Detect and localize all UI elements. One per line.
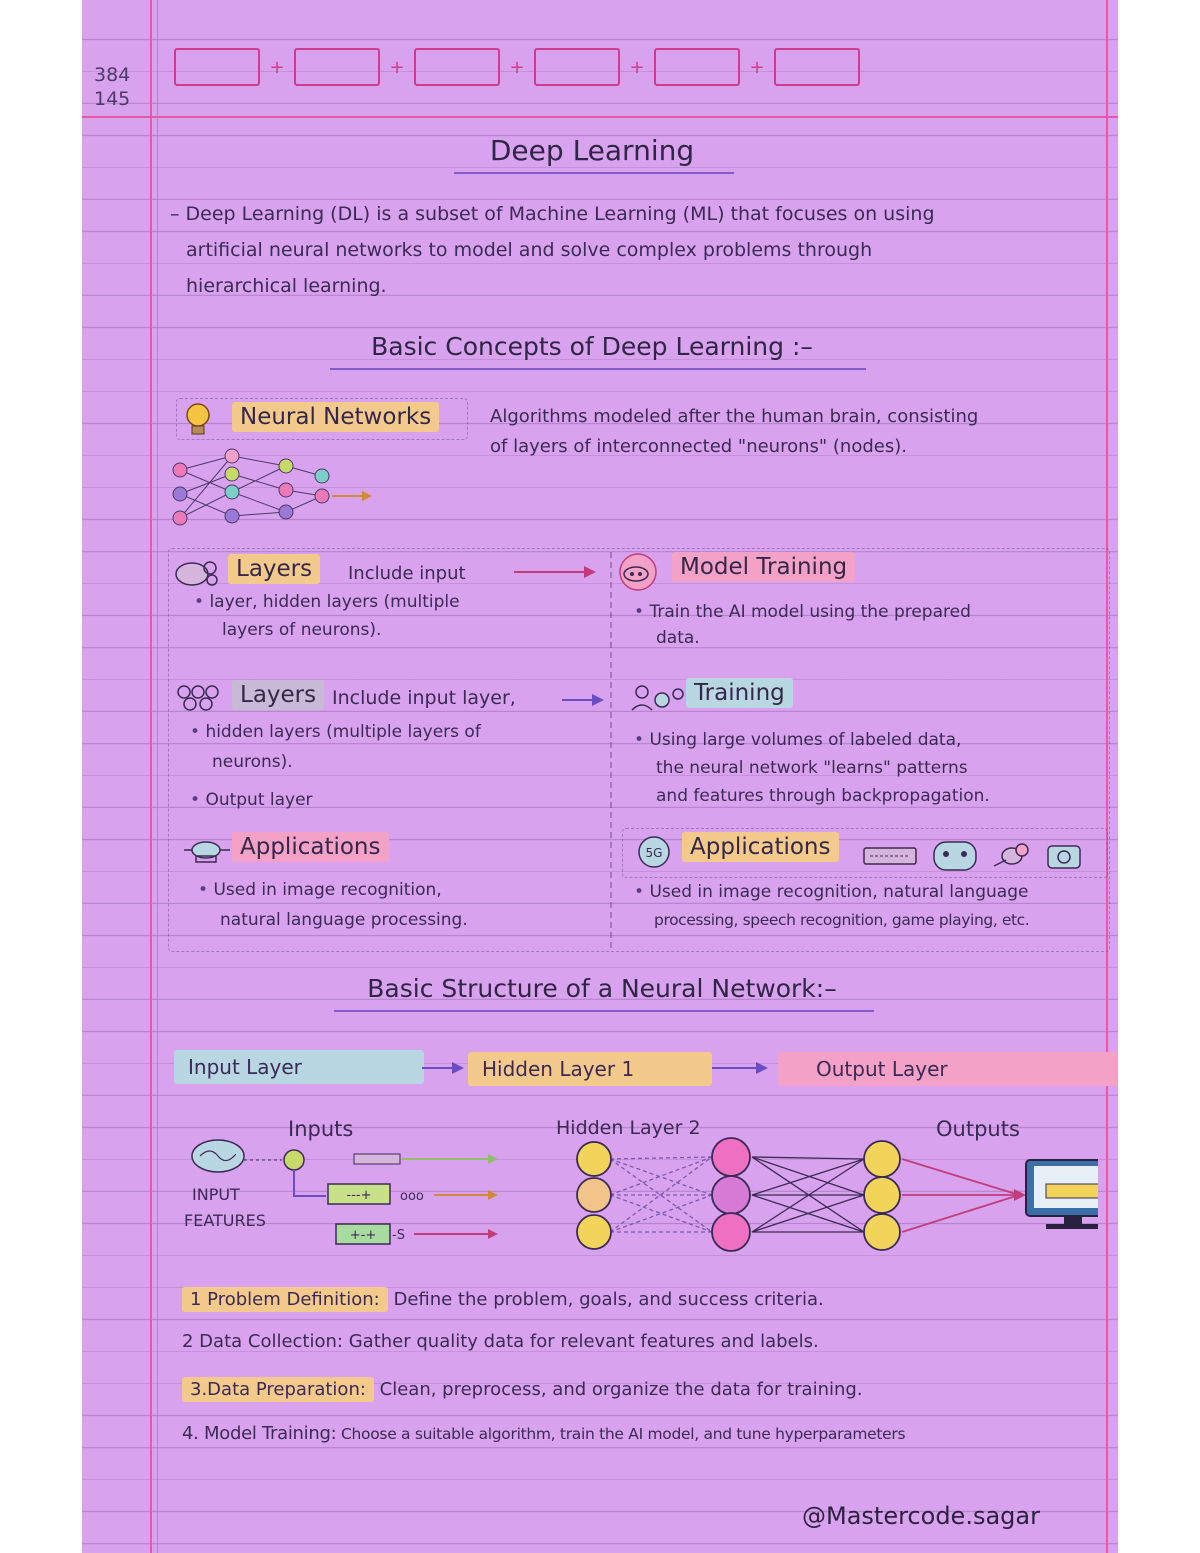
model-training-bullet-line-2: data. (656, 628, 700, 648)
step-3-label: 3.Data Preparation: (182, 1377, 374, 1402)
gamepad-icon (934, 842, 976, 870)
robot-icon (180, 836, 234, 866)
intro-line-1: – Deep Learning (DL) is a subset of Machine Learning (ML) that focuses on using (170, 203, 935, 225)
layers-bullet-1-line-2: layers of neurons). (222, 620, 382, 640)
input-feature-node (284, 1150, 304, 1170)
input-chip-bottom-mark: -S (392, 1228, 405, 1243)
margin-line-left (150, 0, 152, 1553)
applications-right-line-2: processing, speech recognition, game playing, etc. (654, 911, 1030, 929)
neural-network-graphic (166, 446, 376, 532)
layers-inline-1: Include input (348, 563, 466, 584)
input-chip-top (354, 1154, 400, 1164)
robot-head-icon (608, 552, 670, 592)
camera-icon (1048, 846, 1080, 868)
arrow-right-icon (420, 1058, 466, 1078)
hidden-node (712, 1213, 750, 1251)
training-bullet-line-3: and features through backpropagation. (656, 786, 990, 806)
brain-icon (192, 1140, 244, 1172)
layers-label-1: Layers (228, 554, 320, 584)
neural-networks-label: Neural Networks (232, 402, 439, 432)
applications-left-line-2: natural language processing. (220, 910, 468, 930)
step-2-text: Gather quality data for relevant features and labels. (348, 1331, 819, 1352)
application-icons (862, 838, 1098, 874)
concepts-grid-divider (610, 552, 612, 948)
notebook-page (82, 0, 1118, 1553)
layers-inline-2: Include input layer, (332, 687, 516, 709)
step-1-label: 1 Problem Definition: (182, 1287, 388, 1312)
brain-gears-icon (172, 556, 222, 588)
plus-icon: + (509, 56, 525, 78)
flow-hidden-layer-1: Hidden Layer 1 (468, 1052, 712, 1086)
step-2-label: 2 Data Collection: (182, 1331, 343, 1352)
flow-input-layer: Input Layer (174, 1050, 424, 1084)
plus-icon: + (389, 56, 405, 78)
hidden-node (712, 1176, 750, 1214)
title-underline (454, 172, 734, 174)
applications-label-left: Applications (232, 832, 389, 862)
step-2 (182, 1324, 1102, 1360)
plus-icon: + (749, 56, 765, 78)
plus-icon: + (269, 56, 285, 78)
intro-line-2: artificial neural networks to model and solve complex problems through (186, 239, 873, 261)
layers-label-2: Layers (232, 680, 324, 710)
people-icon (628, 682, 688, 712)
header-box (294, 48, 380, 86)
monitor-icon (1026, 1160, 1098, 1229)
training-label: Training (686, 678, 793, 708)
layers-bullet-2-line-1: • hidden layers (multiple layers of (190, 718, 600, 746)
header-box (414, 48, 500, 86)
gears-icon (174, 682, 226, 712)
page-title: Deep Learning (489, 134, 695, 167)
applications-right-line-1: • Used in image recognition, natural language (634, 878, 1104, 906)
layers-bullet-1-line-1: • layer, hidden layers (multiple (194, 588, 594, 616)
page-number-top: 384 (94, 64, 131, 86)
section-heading-underline-2 (334, 1010, 874, 1012)
header-box (174, 48, 260, 86)
diagram-outputs-label: Outputs (936, 1117, 1020, 1141)
step-3 (182, 1372, 1102, 1408)
microphone-icon (994, 844, 1028, 866)
model-training-label: Model Training (672, 552, 855, 582)
layers-bullet-2-line-2: neurons). (212, 752, 293, 772)
arrow-right-icon (710, 1058, 770, 1078)
layers-bullet-2-output: • Output layer (190, 786, 600, 814)
section-heading-structure: Basic Structure of a Neural Network:– (367, 974, 837, 1003)
header-box (534, 48, 620, 86)
step-1 (182, 1282, 1102, 1318)
neural-networks-desc-1: Algorithms modeled after the human brain, consisting (490, 406, 979, 427)
neural-network-diagram (178, 1104, 1098, 1264)
input-chip-middle-text: ---+ (346, 1188, 372, 1203)
arrow-right-icon (560, 690, 606, 710)
page-number-bottom: 145 (94, 88, 131, 110)
step-4-label: 4. Model Training: (182, 1423, 337, 1444)
header-box (774, 48, 860, 86)
step-4 (182, 1416, 1112, 1452)
header-box (654, 48, 740, 86)
training-bullet-line-1: • Using large volumes of labeled data, (634, 726, 1094, 754)
hidden-node (577, 1142, 611, 1176)
intro-line-3: hierarchical learning. (186, 275, 387, 297)
applications-label-right: Applications (682, 832, 839, 862)
header-boxes (174, 48, 860, 86)
arrow-right-icon (512, 562, 598, 582)
badge-icon (634, 834, 674, 870)
keyboard-icon (864, 848, 916, 864)
diagram-hidden-label: Hidden Layer 2 (556, 1117, 701, 1139)
model-training-bullet-line-1: • Train the AI model using the prepared (634, 598, 1094, 626)
hidden-node (712, 1138, 750, 1176)
output-node (864, 1214, 900, 1250)
input-features-label-1: INPUT (192, 1185, 240, 1204)
margin-line-left-inner (157, 0, 158, 1553)
flow-output-layer: Output Layer (778, 1052, 1118, 1086)
output-node (864, 1177, 900, 1213)
plus-icon: + (629, 56, 645, 78)
training-bullet-line-2: the neural network "learns" patterns (656, 758, 968, 778)
neural-networks-desc-2: of layers of interconnected "neurons" (nodes). (490, 436, 907, 457)
step-4-text: Choose a suitable algorithm, train the AI model, and tune hyperparameters (341, 1425, 906, 1443)
section-heading-underline (330, 368, 866, 370)
section-heading-concepts: Basic Concepts of Deep Learning :– (371, 332, 813, 361)
step-1-text: Define the problem, goals, and success criteria. (393, 1289, 824, 1310)
hidden-node (577, 1178, 611, 1212)
input-chip-middle-mark: ooo (400, 1189, 424, 1204)
footer-handle: @Mastercode.sagar (802, 1502, 1040, 1530)
output-node (864, 1141, 900, 1177)
applications-left-line-1: • Used in image recognition, (198, 876, 598, 904)
lightbulb-icon (180, 400, 216, 438)
badge-text: 5G (645, 846, 663, 860)
hidden-node (577, 1215, 611, 1249)
input-chip-bottom-text: +-+ (349, 1228, 377, 1243)
margin-line-top (82, 116, 1118, 118)
input-features-label-2: FEATURES (184, 1211, 266, 1230)
step-3-text: Clean, preprocess, and organize the data for training. (379, 1379, 863, 1400)
diagram-inputs-label: Inputs (288, 1117, 354, 1141)
